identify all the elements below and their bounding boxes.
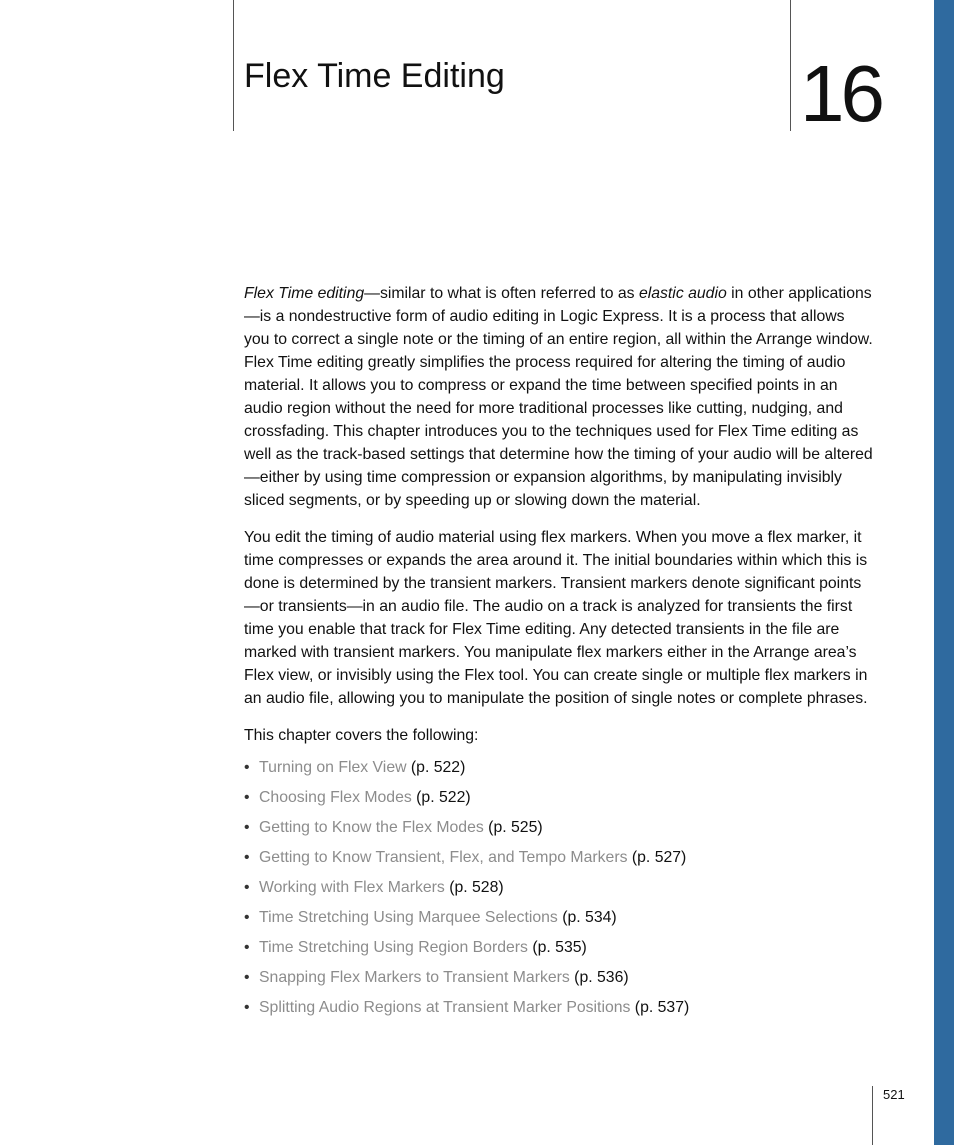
- toc-item: [244, 873, 874, 903]
- toc-page-ref: (p. 528): [444, 879, 504, 896]
- toc-link-flex-modes[interactable]: Getting to Know the Flex Modes: [259, 819, 484, 836]
- bullet: •: [244, 789, 250, 806]
- toc-page-ref: (p. 525): [483, 819, 543, 836]
- chapter-number: 16: [800, 49, 881, 138]
- toc-link-working-with-flex-markers[interactable]: Working with Flex Markers: [259, 879, 445, 896]
- toc-page-ref: (p. 522): [411, 789, 471, 806]
- bullet: •: [244, 999, 250, 1016]
- toc-item: [244, 813, 874, 843]
- term-flex-time-editing: Flex Time editing: [244, 285, 365, 302]
- bullet: •: [244, 939, 250, 956]
- toc-item: [244, 963, 874, 993]
- paragraph-text: —similar to what is often referred to as: [364, 285, 639, 302]
- toc-list: [244, 753, 874, 1023]
- chapter-side-tab: [934, 0, 954, 1145]
- toc-page-ref: (p. 535): [527, 939, 587, 956]
- toc-link-turning-on-flex-view[interactable]: Turning on Flex View: [259, 759, 407, 776]
- page-number: 521: [883, 1087, 905, 1102]
- toc-page-ref: (p. 537): [630, 999, 690, 1016]
- toc-link-choosing-flex-modes[interactable]: Choosing Flex Modes: [259, 789, 412, 806]
- bullet: •: [244, 819, 250, 836]
- toc-link-marquee-selections[interactable]: Time Stretching Using Marquee Selections: [259, 909, 558, 926]
- toc-link-region-borders[interactable]: Time Stretching Using Region Borders: [259, 939, 528, 956]
- header-rule-left: [233, 0, 234, 131]
- bullet: •: [244, 909, 250, 926]
- toc-item: [244, 993, 874, 1023]
- paragraph-text: in other applications—is a nondestructive form of audio editing in Logic Express. It is a process that allows you to correct a single note or the timing of an entire region, all within the Arrange window. Flex Time editing greatly simplifies the process required for altering the timing of audio material. It allows you to compress or expand the time between specified points in an audio region without the need for more traditional processes like cutting, nudging, and crossfading. This chapter introduces you to the techniques used for Flex Time editing as well as the track-based settings that determine how the timing of your audio will be altered—either by using time compression or expansion algorithms, by manipulating invisibly sliced segments, or by speeding up or slowing down the material.: [244, 285, 873, 509]
- toc-page-ref: (p. 536): [569, 969, 629, 986]
- term-elastic-audio: elastic audio: [638, 285, 727, 302]
- toc-page-ref: (p. 527): [627, 849, 687, 866]
- toc-link-splitting-audio-regions[interactable]: Splitting Audio Regions at Transient Marker Positions: [259, 999, 631, 1016]
- footer-rule: [872, 1086, 873, 1145]
- bullet: •: [244, 849, 250, 866]
- toc-item: [244, 903, 874, 933]
- bullet: •: [244, 969, 250, 986]
- toc-item: [244, 753, 874, 783]
- bullet: •: [244, 879, 250, 896]
- toc-intro: This chapter covers the following:: [244, 727, 479, 744]
- toc-link-markers[interactable]: Getting to Know Transient, Flex, and Tempo Markers: [259, 849, 628, 866]
- chapter-title: Flex Time Editing: [244, 57, 505, 95]
- toc-item: [244, 783, 874, 813]
- toc-link-snapping-flex-markers[interactable]: Snapping Flex Markers to Transient Markers: [259, 969, 570, 986]
- intro-paragraph-1: [244, 282, 874, 512]
- chapter-intro: [244, 282, 874, 1023]
- bullet: •: [244, 759, 250, 776]
- intro-paragraph-2: You edit the timing of audio material using flex markers. When you move a flex marker, it time compresses or expands the area around it. The initial boundaries within which this is done is determined by the transient markers. Transient markers denote significant points—or transients—in an audio file. The audio on a track is analyzed for transients the first time you enable that track for Flex Time editing. Any detected transients in the file are marked with transient markers. You manipulate flex markers either in the Arrange area’s Flex view, or invisibly using the Flex tool. You can create single or multiple flex markers in an audio file, allowing you to manipulate the position of single notes or complete phrases.: [244, 529, 868, 707]
- toc-item: [244, 843, 874, 873]
- toc-item: [244, 933, 874, 963]
- toc-page-ref: (p. 522): [406, 759, 466, 776]
- toc-page-ref: (p. 534): [557, 909, 617, 926]
- header-rule-right: [790, 0, 791, 131]
